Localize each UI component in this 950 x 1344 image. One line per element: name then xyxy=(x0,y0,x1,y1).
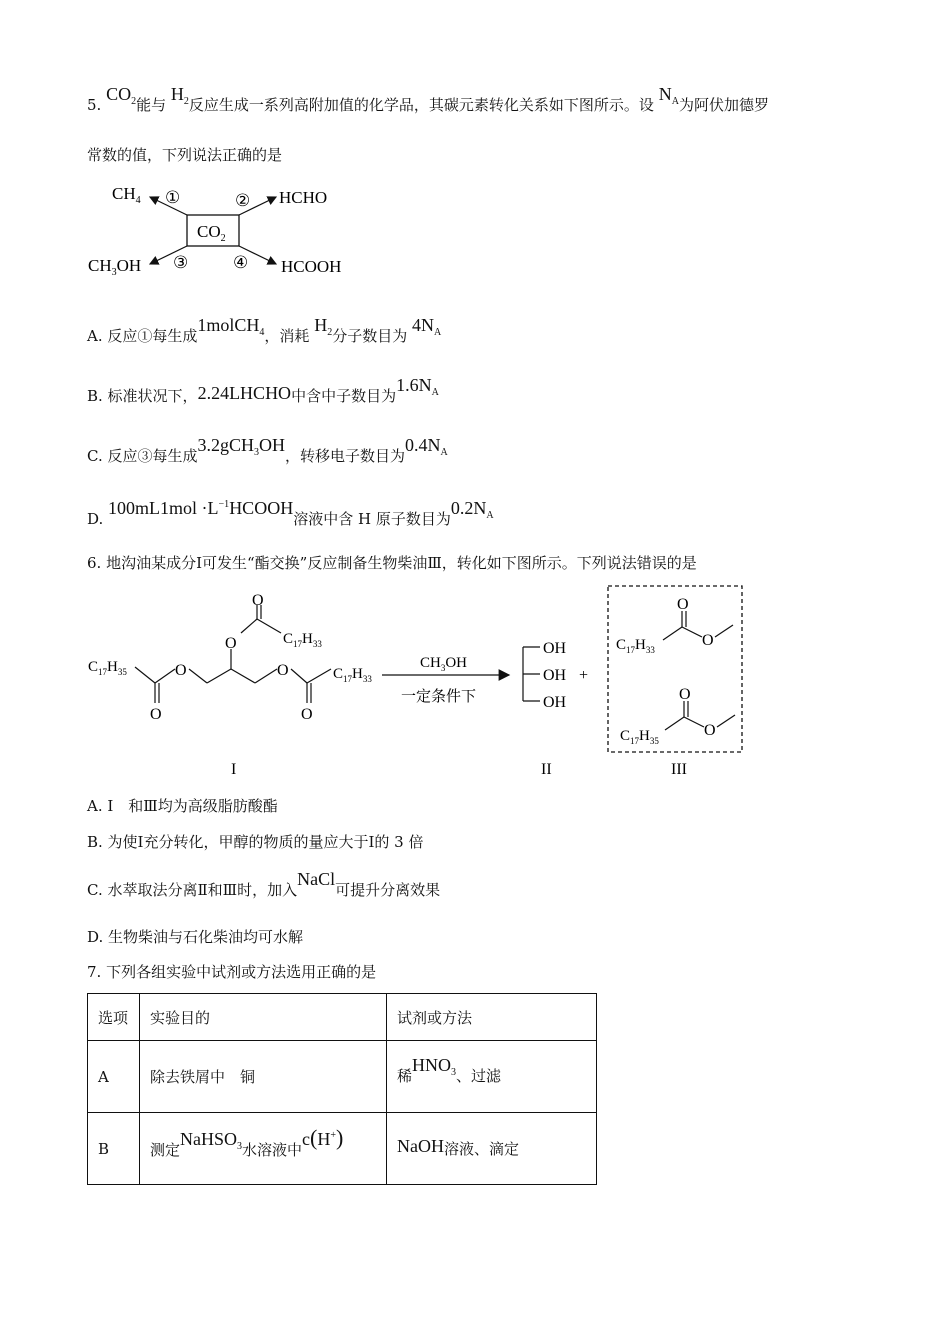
ch4-label: $CH_4$ xyxy=(112,184,141,206)
q5-text: 反应生成一系列高附加值的化学品，其碳元素转化关系如下图所示。设 xyxy=(188,96,654,114)
formula-h2: $H_2$ xyxy=(170,84,189,107)
q5-number: 5. xyxy=(87,96,102,114)
oxygen-label: O xyxy=(702,632,714,649)
header-cell: 试剂或方法 xyxy=(387,994,597,1041)
q6-option-c: C. 水萃取法分离Ⅱ和Ⅲ时，加入NaCl可提升分离效果 xyxy=(87,869,441,899)
reagent-label: $CH_3OH$ xyxy=(420,655,468,673)
label-i: I xyxy=(231,761,237,778)
q5-option-b: B. 标准状况下，2.24LHCHO中含中子数目为$1.6N_A$ xyxy=(87,375,439,405)
formula-na: $N_A$ xyxy=(658,84,679,107)
method-cell: 稀$HNO_3$、过滤 xyxy=(387,1041,597,1113)
q7-stem: 7. 下列各组实验中试剂或方法选用正确的是 xyxy=(87,963,377,981)
oxygen-label: O xyxy=(225,635,237,652)
methyl-oleate-alkyl: $C_{17}H_{33}$ xyxy=(616,637,655,655)
purpose-cell: 除去铁屑中 铜 xyxy=(140,1041,387,1113)
formula-co2: $CO_2$ xyxy=(106,84,137,107)
oxygen-label: O xyxy=(704,722,716,739)
triglyceride-structure xyxy=(135,605,331,703)
q5-text: 为阿伏加德罗 xyxy=(678,96,769,114)
oxygen-label: O xyxy=(677,596,689,613)
table-header-row xyxy=(88,994,597,1041)
table-row xyxy=(88,1041,597,1113)
table-row xyxy=(88,1113,597,1185)
oxygen-label: O xyxy=(175,662,187,679)
ch3oh-label: $CH_3OH$ xyxy=(88,256,142,278)
q5-option-d: D. $100mL1mol \cdot L^{-1}HCOOH$溶液中含 H 原子数目为$0.2N_A$ xyxy=(87,498,494,528)
step-3-label: ③ xyxy=(173,253,189,272)
left-alkyl-label: $C_{17}H_{35}$ xyxy=(88,659,127,677)
method-cell: NaOH溶液、滴定 xyxy=(387,1113,597,1185)
condition-label: 一定条件下 xyxy=(401,689,477,705)
oxygen-label: O xyxy=(150,706,162,723)
q6-option-d: D. 生物柴油与石化柴油均可水解 xyxy=(87,928,304,946)
header-cell: 实验目的 xyxy=(140,994,387,1041)
hydroxyl-label: OH xyxy=(543,694,567,711)
q7-table xyxy=(87,993,597,1185)
step-1-label: ① xyxy=(165,188,181,207)
right-alkyl-label: $C_{17}H_{33}$ xyxy=(333,666,372,684)
hydroxyl-label: OH xyxy=(543,667,567,684)
hydroxyl-label: OH xyxy=(543,640,567,657)
q5-option-a: A. 反应①每生成1molCH$_4$，消耗 $H_2$分子数目为 $4N_A$ xyxy=(87,315,442,345)
label-iii: III xyxy=(671,761,687,778)
q6-stem: 6. 地沟油某成分Ⅰ可发生“酯交换”反应制备生物柴油Ⅲ，转化如下图所示。下列说法错误的是 xyxy=(87,554,697,572)
header-cell: 选项 xyxy=(88,994,140,1041)
q5-stem-line2: 常数的值，下列说法正确的是 xyxy=(87,146,283,164)
q5-stem-line1 xyxy=(87,84,769,122)
oxygen-label: O xyxy=(277,662,289,679)
glycerol-structure xyxy=(523,647,540,701)
q6-transesterification-diagram xyxy=(85,583,765,783)
label-ii: II xyxy=(541,761,552,778)
step-2-label: ② xyxy=(235,191,251,210)
top-alkyl-label: $C_{17}H_{33}$ xyxy=(283,631,322,649)
co2-center-label: $CO_2$ xyxy=(197,222,226,244)
methyl-stearate-alkyl: $C_{17}H_{35}$ xyxy=(620,728,659,746)
q5-option-c: C. 反应③每生成3.2gCH$_3$OH，转移电子数目为$0.4N_A$ xyxy=(87,435,448,465)
option-cell: B xyxy=(88,1113,140,1185)
q6-option-a: A. Ⅰ 和Ⅲ均为高级脂肪酸酯 xyxy=(87,797,278,815)
oxygen-label: O xyxy=(252,592,264,609)
hcho-label: HCHO xyxy=(279,188,328,207)
hcooh-label: HCOOH xyxy=(281,257,342,276)
q5-conversion-diagram xyxy=(85,180,375,285)
q5-text: 能与 xyxy=(136,96,167,114)
q6-option-b: B. 为使Ⅰ充分转化，甲醇的物质的量应大于Ⅰ的 3 倍 xyxy=(87,833,424,851)
oxygen-label: O xyxy=(301,706,313,723)
step-4-label: ④ xyxy=(233,253,249,272)
oxygen-label: O xyxy=(679,686,691,703)
purpose-cell: 测定NaHSO$_3$水溶液中c(H+) xyxy=(140,1113,387,1185)
plus-sign: + xyxy=(579,667,589,684)
biodiesel-structures xyxy=(663,611,735,730)
option-cell: A xyxy=(88,1041,140,1113)
